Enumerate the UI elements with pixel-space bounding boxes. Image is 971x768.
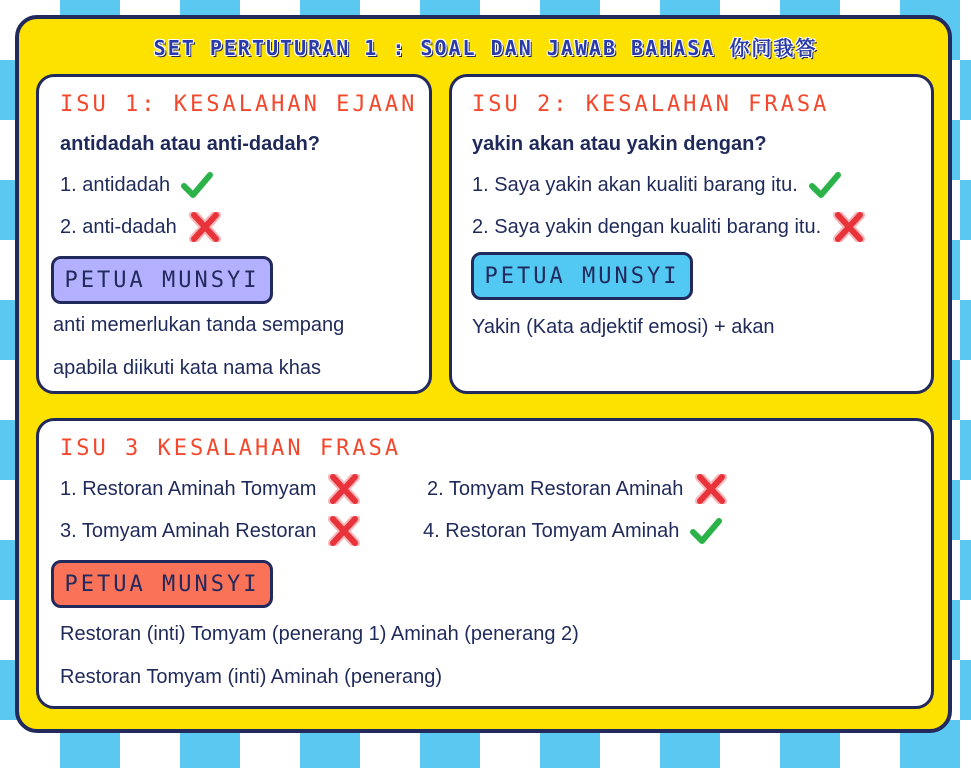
issue-2-option-1 (472, 170, 842, 200)
issue-1-note-2: apabila diikuti kata nama khas (53, 357, 321, 379)
cross-icon (831, 212, 865, 242)
cross-icon (326, 516, 360, 546)
check-icon (808, 170, 842, 200)
issue-1-heading: ISU 1: KESALAHAN EJAAN (60, 92, 418, 117)
issue-2-option-2 (472, 212, 865, 242)
issue-1-note-1: anti memerlukan tanda sempang (53, 314, 345, 336)
check-icon (689, 516, 723, 546)
issue-1-question: antidadah atau anti-dadah? (60, 133, 321, 155)
issue-1-option-2 (60, 212, 221, 242)
option-text: 2. Tomyam Restoran Aminah (427, 477, 684, 500)
issue-3-note-2: Restoran Tomyam (inti) Aminah (penerang) (60, 666, 443, 688)
issue-3-tip-badge: PETUA MUNSYI (51, 560, 273, 608)
check-icon (180, 170, 214, 200)
issue-2-tip-badge: PETUA MUNSYI (471, 252, 693, 300)
issue-1-option-1 (60, 170, 214, 200)
issue-2-question: yakin akan atau yakin dengan? (472, 133, 767, 155)
issue-3-option-3 (60, 516, 360, 546)
option-text: 3. Tomyam Aminah Restoran (60, 519, 317, 542)
issue-3-option-1 (60, 474, 360, 504)
issue-3-heading: ISU 3 KESALAHAN FRASA (60, 436, 402, 461)
option-text: 2. Saya yakin dengan kualiti barang itu. (472, 215, 822, 238)
option-text: 1. Saya yakin akan kualiti barang itu. (472, 173, 798, 196)
option-text: 1. antidadah (60, 173, 171, 196)
page-title: SET PERTUTURAN 1 : SOAL DAN JAWAB BAHASA 你问我答 (153, 36, 818, 60)
option-text: 1. Restoran Aminah Tomyam (60, 477, 317, 500)
option-text: 4. Restoran Tomyam Aminah (423, 519, 680, 542)
option-text: 2. anti-dadah (60, 215, 177, 238)
issue-3-option-4 (423, 516, 723, 546)
cross-icon (693, 474, 727, 504)
issue-3-option-2 (427, 474, 727, 504)
cross-icon (187, 212, 221, 242)
issue-1-tip-badge: PETUA MUNSYI (51, 256, 273, 304)
issue-2-note-1: Yakin (Kata adjektif emosi) + akan (472, 316, 775, 338)
issue-3-note-1: Restoran (inti) Tomyam (penerang 1) Aminah (penerang 2) (60, 623, 579, 645)
cross-icon (326, 474, 360, 504)
issue-2-heading: ISU 2: KESALAHAN FRASA (472, 92, 830, 117)
